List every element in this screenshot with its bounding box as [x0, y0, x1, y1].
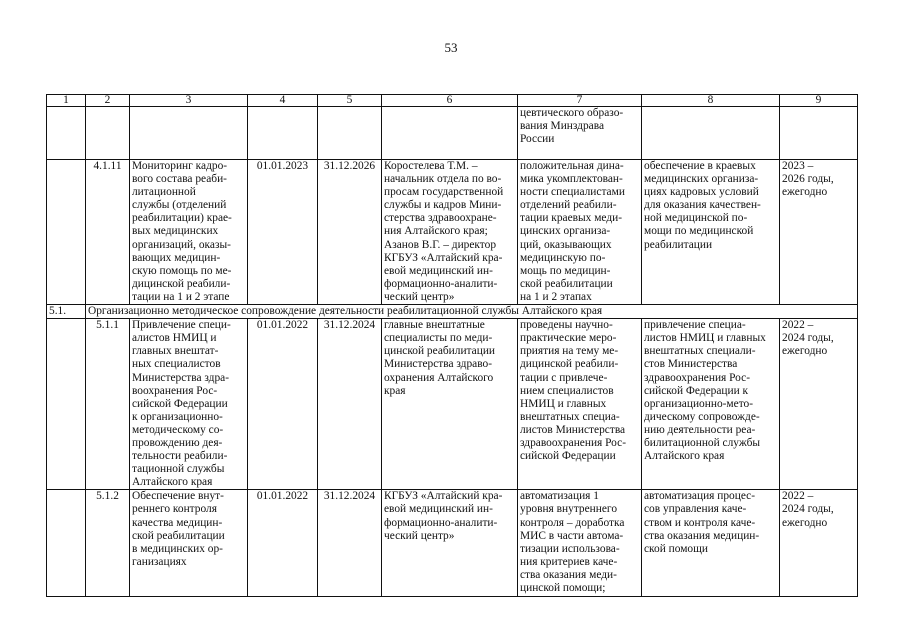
cell-empty: [382, 107, 518, 160]
column-number-2: 2: [86, 95, 130, 107]
cell-start-date: 01.01.2022: [248, 490, 318, 597]
column-number-9: 9: [780, 95, 858, 107]
table-row-5-1-2: [47, 490, 858, 597]
table-header-row: [47, 95, 858, 107]
page-number: 53: [444, 40, 458, 55]
column-number-7: 7: [518, 95, 642, 107]
cell-period: 2023 – 2026 годы, ежегодно: [780, 160, 858, 305]
cell-result: автоматизация 1 уровня внутреннего контроля – доработка МИС в части автома- тизации использова- ния критериев каче- ства оказания меди- цинской помощи;: [518, 490, 642, 597]
cell-period: 2022 – 2024 годы, ежегодно: [780, 490, 858, 597]
cell-empty: [780, 107, 858, 160]
plan-table: [46, 94, 858, 597]
cell-responsible: главные внештатные специалисты по меди- цинской реабилитации Министерства здраво- охранения Алтайского края: [382, 319, 518, 490]
cell-activity: Обеспечение внут- реннего контроля качества медицин- ской реабилитации в медицинских ор- ганизациях: [130, 490, 248, 597]
cell-empty: [86, 107, 130, 160]
column-number-1: 1: [47, 95, 86, 107]
cell-responsible: КГБУЗ «Алтайский кра- евой медицинский ин- формационно-аналити- ческий центр»: [382, 490, 518, 597]
cell-end-date: 31.12.2024: [318, 490, 382, 597]
cell-result: проведены научно- практические меро- приятия на тему ме- дицинской реабили- тации с привлече- нием специалистов НМИЦ и главных внештатных специа- листов Министерства здравоохранения Рос- сийской Федерации: [518, 319, 642, 490]
cell-empty: [318, 107, 382, 160]
cell-section: [47, 319, 86, 490]
table-row-continuation: [47, 107, 858, 160]
cell-end-date: 31.12.2024: [318, 319, 382, 490]
cell-item-number: 5.1.1: [86, 319, 130, 490]
column-number-6: 6: [382, 95, 518, 107]
column-number-5: 5: [318, 95, 382, 107]
section-row-5-1: [47, 305, 858, 319]
cell-empty: [130, 107, 248, 160]
section-number: 5.1.: [47, 305, 86, 319]
column-number-3: 3: [130, 95, 248, 107]
cell-section: [47, 490, 86, 597]
cell-goal: обеспечение в краевых медицинских организа- циях кадровых условий для оказания качествен- ной медицинской по- мощи по медицинской реабилитации: [642, 160, 780, 305]
cell-goal: привлечение специа- листов НМИЦ и главных внештатных специали- стов Министерства здравоохранения Рос- сийской Федерации к организационно-мето- дическому сопровожде- нию деятельности реа- билитационной службы Алтайского края: [642, 319, 780, 490]
column-number-4: 4: [248, 95, 318, 107]
cell-start-date: 01.01.2023: [248, 160, 318, 305]
cell-item-number: 5.1.2: [86, 490, 130, 597]
cell-end-date: 31.12.2026: [318, 160, 382, 305]
cell-result: положительная дина- мика укомплектован- ности специалистами отделений реабили- тации краевых меди- цинских организа- ций, оказывающих медицинскую по- мощь по медицин- ской реабилитации на 1 и 2 этапах: [518, 160, 642, 305]
cell-item-number: 4.1.11: [86, 160, 130, 305]
cell-responsible: Коростелева Т.М. – начальник отдела по во- просам государственной службы и кадров Мини- стерства здравоохране- ния Алтайского края; Азанов В.Г. – директор КГБУЗ «Алтайский кра- евой медицинский ин- формационно-аналити- ческий центр»: [382, 160, 518, 305]
cell-start-date: 01.01.2022: [248, 319, 318, 490]
cell-activity: Привлечение специ- алистов НМИЦ и главных внештат- ных специалистов Министерства здра- воохранения Рос- сийской Федерации к организационно- методическому со- провождению дея- тельности реабили- тационной службы Алтайского края: [130, 319, 248, 490]
table-row-4-1-11: [47, 160, 858, 305]
column-number-8: 8: [642, 95, 780, 107]
cell-activity: Мониторинг кадро- вого состава реаби- литационной службы (отделений реабилитации) крае- вых медицинских организаций, оказы- вающих медицин- скую помощь по ме- дицинской реабили- тации на 1 и 2 этапе: [130, 160, 248, 305]
cell-result: цевтического образо- вания Минздрава России: [518, 107, 642, 160]
cell-section: [47, 160, 86, 305]
section-title: Организационно методическое сопровождение деятельности реабилитационной службы Алтайского края: [86, 305, 858, 319]
cell-empty: [642, 107, 780, 160]
cell-goal: автоматизация процес- сов управления каче- ством и контроля каче- ства оказания медицин- ской помощи: [642, 490, 780, 597]
cell-period: 2022 – 2024 годы, ежегодно: [780, 319, 858, 490]
table-row-5-1-1: [47, 319, 858, 490]
cell-empty: [47, 107, 86, 160]
cell-empty: [248, 107, 318, 160]
